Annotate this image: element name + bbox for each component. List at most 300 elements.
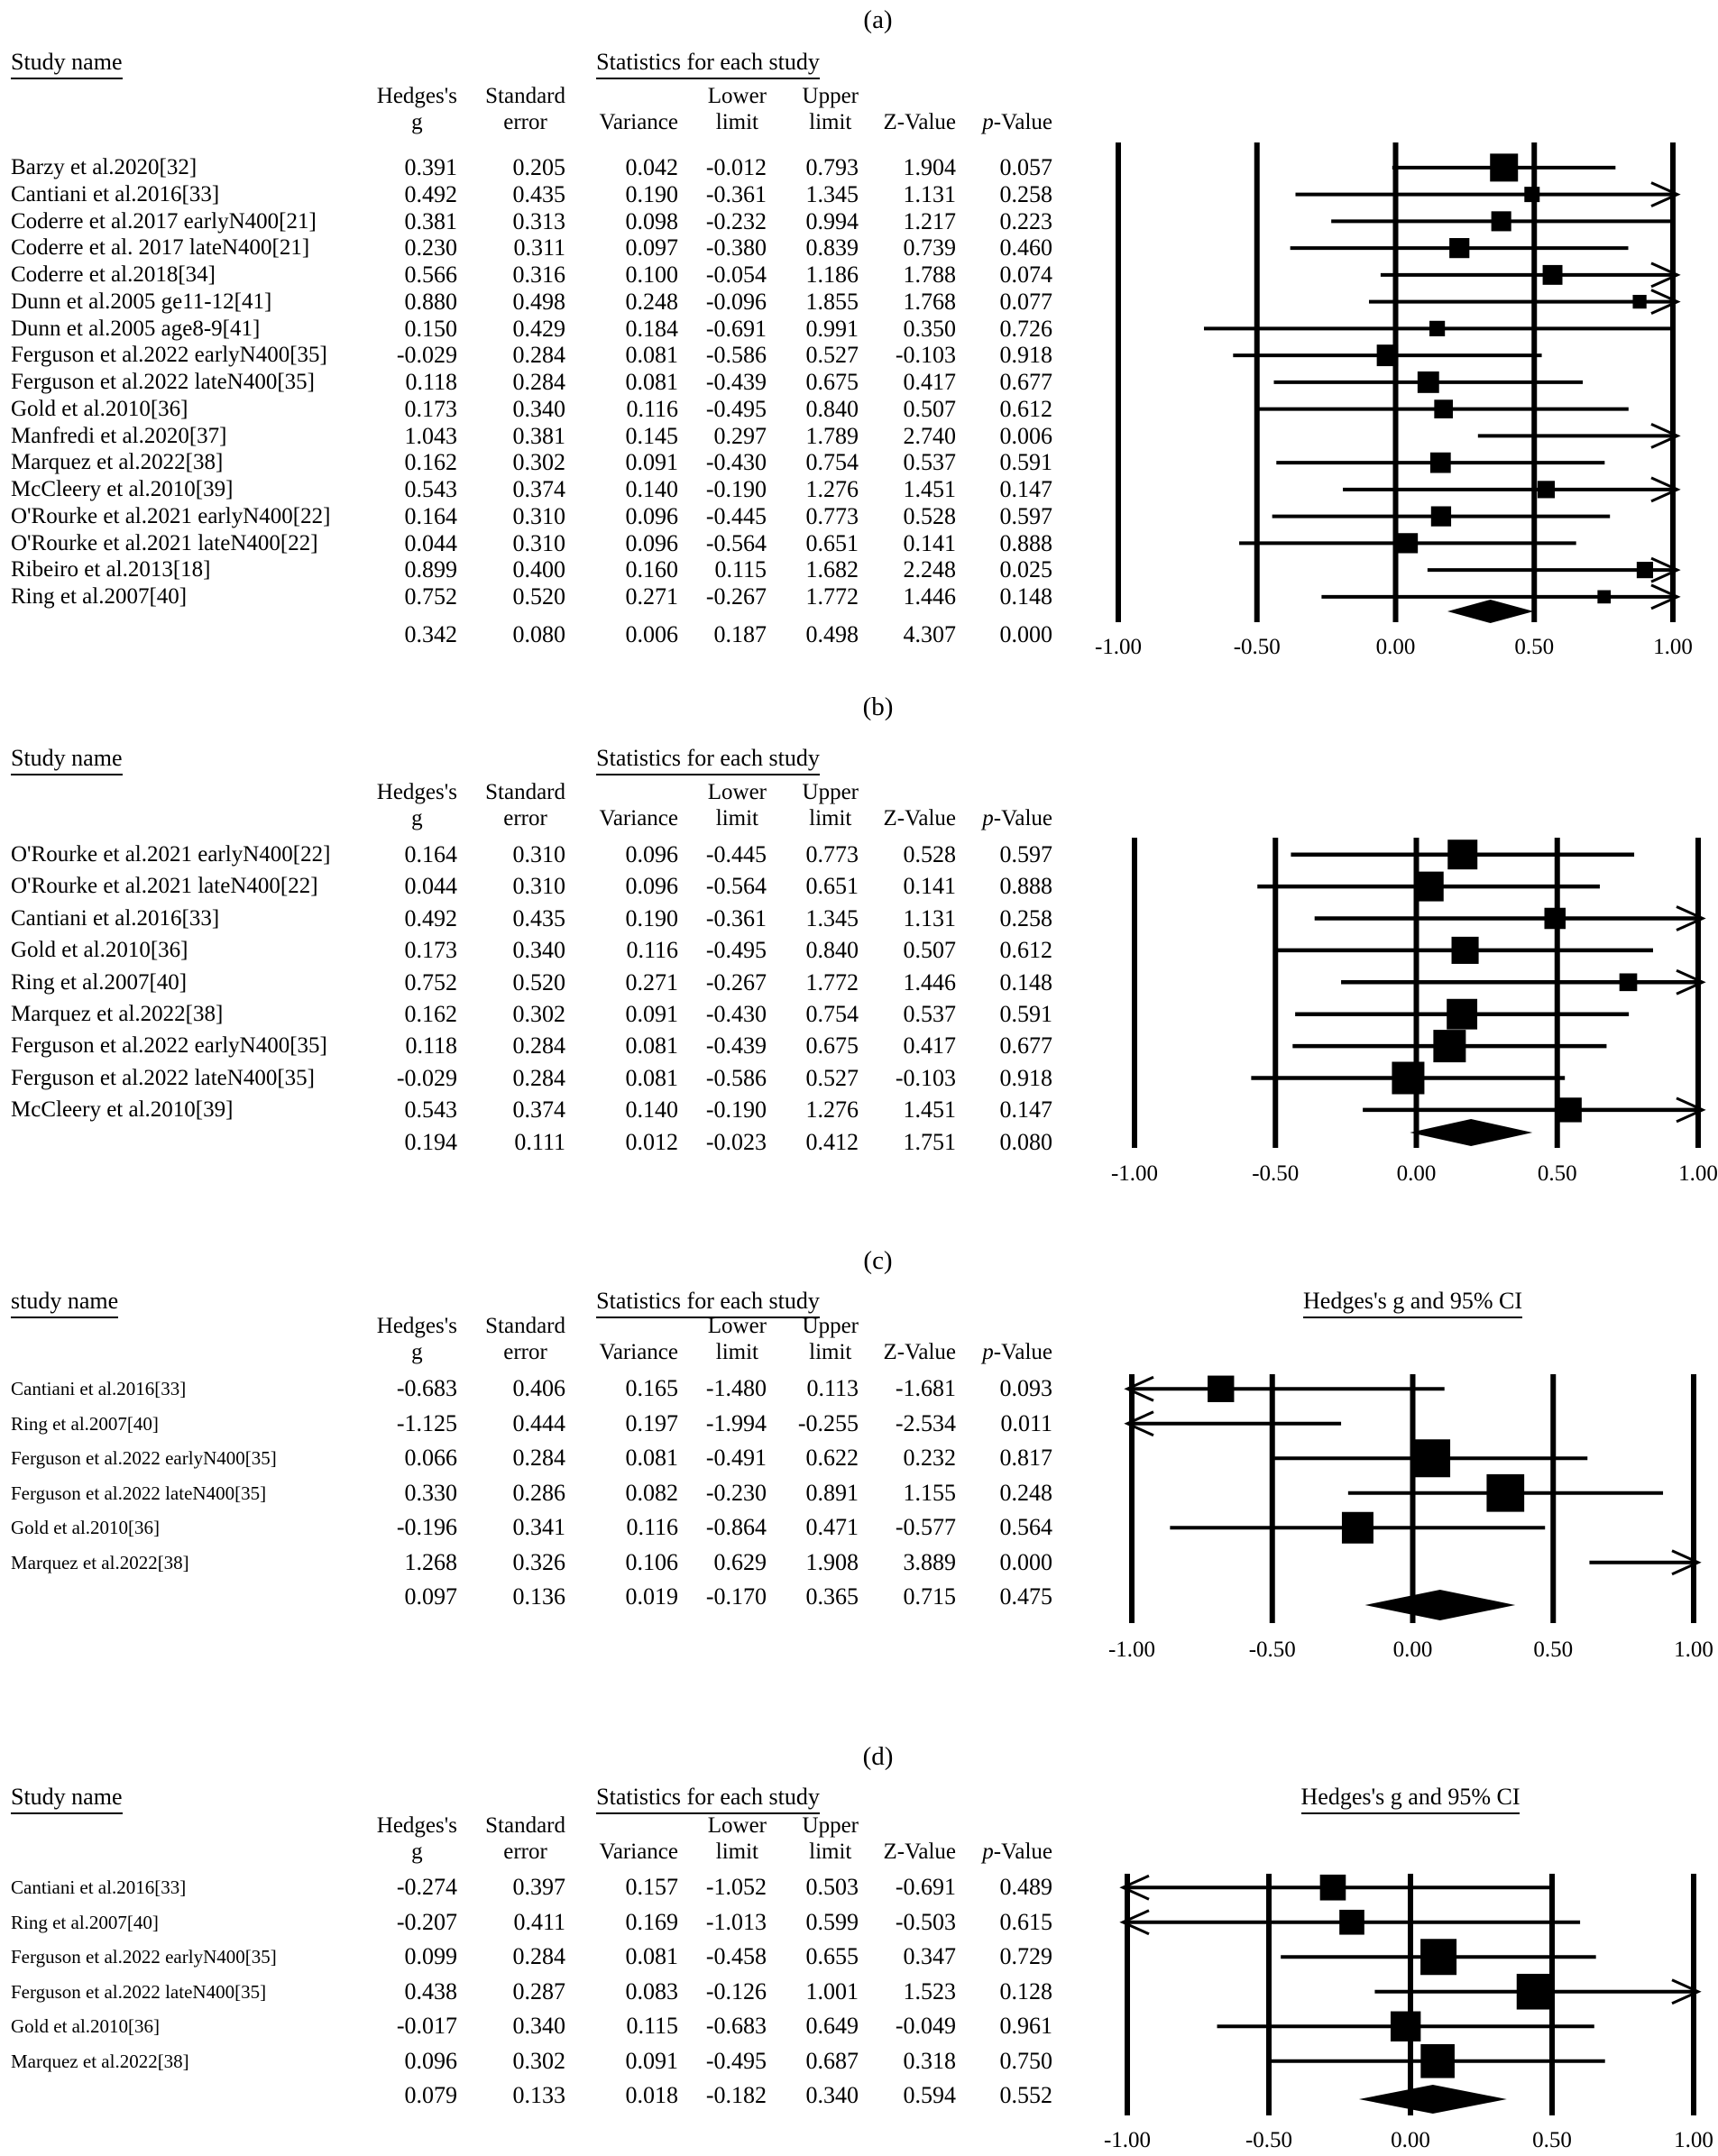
study-name-cell: Ferguson et al.2022 lateN400[35] xyxy=(11,1065,315,1090)
variance-cell: 0.019 xyxy=(625,1583,678,1610)
column-header-stack xyxy=(600,109,678,135)
variance-cell-header xyxy=(565,1812,678,1865)
study-name-header xyxy=(11,745,123,775)
study-name-cell: Barzy et al.2020[32] xyxy=(11,155,198,179)
lower-cell: -0.380 xyxy=(705,234,767,261)
z-cell: 0.318 xyxy=(903,2047,956,2074)
se-cell: 0.400 xyxy=(512,556,565,583)
ci-header-text: Hedges's g and 95% CI xyxy=(1303,1288,1522,1318)
variance-cell: 0.042 xyxy=(625,154,678,180)
upper-cell: 1.908 xyxy=(805,1548,859,1575)
study-name-cell: Gold et al.2010[36] xyxy=(11,1517,161,1538)
stats-header-text: Statistics for each study xyxy=(596,1288,820,1318)
z-cell: 0.417 xyxy=(903,369,956,395)
lower-cell: -0.430 xyxy=(705,1001,767,1027)
column-header-line2: g xyxy=(411,1340,423,1364)
p-cell: 0.726 xyxy=(999,315,1052,342)
g-cell: 0.097 xyxy=(404,1583,457,1610)
p-cell: 0.000 xyxy=(999,1548,1052,1575)
axis-tick-label: -1.00 xyxy=(1110,1161,1159,1186)
study-row xyxy=(11,369,1052,396)
upper-cell: 1.276 xyxy=(805,476,859,502)
column-header-line2: Z-Value xyxy=(883,1839,956,1864)
study-row xyxy=(11,583,1052,610)
p-cell: 0.128 xyxy=(999,1977,1052,2005)
lower-cell: -0.232 xyxy=(705,207,767,234)
lower-cell: -0.458 xyxy=(705,1943,767,1969)
lower-cell: -0.445 xyxy=(705,502,767,529)
variance-cell: 0.145 xyxy=(625,422,678,449)
effect-square xyxy=(1597,591,1611,604)
p-cell: 0.918 xyxy=(999,342,1052,369)
column-header-stack xyxy=(377,1313,457,1365)
variance-cell: 0.115 xyxy=(626,2013,678,2039)
z-cell: 0.594 xyxy=(903,2082,956,2108)
summary-row xyxy=(11,621,1052,648)
column-header-line1: Standard xyxy=(485,1314,565,1338)
column-header-line2: Variance xyxy=(599,1839,678,1864)
effect-square xyxy=(1434,399,1453,418)
effect-square xyxy=(1620,973,1638,991)
se-cell: 0.205 xyxy=(512,154,565,180)
lower-cell: -0.126 xyxy=(705,1977,767,2005)
study-name-header-text: Study name xyxy=(11,49,123,79)
z-cell: 1.788 xyxy=(903,261,956,288)
upper-cell: 0.994 xyxy=(805,207,859,234)
variance-cell: 0.116 xyxy=(626,1514,678,1540)
study-name-cell: Gold et al.2010[36] xyxy=(11,396,188,421)
upper-cell: 1.001 xyxy=(805,1977,859,2005)
se-cell: 0.406 xyxy=(512,1375,565,1401)
upper-cell: 0.649 xyxy=(805,2013,859,2039)
study-row xyxy=(11,1094,1052,1125)
upper-cell: -0.255 xyxy=(797,1409,859,1436)
ci-header-text: Hedges's g and 95% CI xyxy=(1301,1784,1520,1814)
se-cell: 0.435 xyxy=(512,180,565,207)
g-cell: 0.752 xyxy=(404,968,457,995)
study-name-header xyxy=(11,1784,123,1814)
study-row xyxy=(11,289,1052,316)
ci-header xyxy=(1033,1288,1718,1318)
g-cell: 0.079 xyxy=(404,2082,457,2108)
summary-diamond xyxy=(1365,1590,1516,1620)
column-header-stack xyxy=(708,83,767,135)
study-name-cell: Ferguson et al.2022 earlyN400[35] xyxy=(11,343,327,368)
se-cell: 0.326 xyxy=(512,1548,565,1575)
lower-cell: -0.012 xyxy=(705,154,767,180)
variance-cell: 0.190 xyxy=(625,904,678,931)
p-cell: 0.258 xyxy=(999,904,1052,931)
upper-cell: 0.503 xyxy=(805,1874,859,1900)
p-cell: 0.148 xyxy=(999,968,1052,995)
effect-square xyxy=(1486,1474,1524,1512)
effect-square xyxy=(1430,453,1451,473)
upper-cell: 0.527 xyxy=(805,342,859,369)
upper-cell: 0.773 xyxy=(805,841,859,867)
variance-cell: 0.116 xyxy=(626,395,678,422)
study-name-cell: Ring et al.2007[40] xyxy=(11,969,188,995)
panel-b-label: (b) xyxy=(862,693,894,721)
effect-square xyxy=(1449,238,1469,258)
g-cell: -0.029 xyxy=(396,1064,457,1091)
lower-cell: -0.691 xyxy=(705,315,767,342)
variance-cell: 0.082 xyxy=(625,1479,678,1506)
g-cell: 0.543 xyxy=(404,1096,457,1124)
column-header-stack xyxy=(982,1339,1052,1365)
panel-c-label: (c) xyxy=(863,1246,893,1275)
upper-cell-header xyxy=(767,1313,859,1365)
study-name-cell: Ferguson et al.2022 lateN400[35] xyxy=(11,370,315,394)
study-name-cell: O'Rourke et al.2021 lateN400[22] xyxy=(11,874,318,899)
variance-cell: 0.157 xyxy=(625,1874,678,1900)
variance-cell: 0.098 xyxy=(625,207,678,234)
effect-square xyxy=(1447,999,1477,1030)
se-cell: 0.498 xyxy=(512,288,565,315)
se-cell: 0.287 xyxy=(512,1977,565,2005)
effect-square xyxy=(1391,2012,1420,2041)
axis-tick-label: 0.50 xyxy=(1537,1161,1577,1186)
column-header-line2: limit xyxy=(809,1839,852,1864)
variance-cell: 0.184 xyxy=(625,315,678,342)
lower-cell: 0.115 xyxy=(714,556,767,583)
z-cell: 0.141 xyxy=(903,873,956,900)
p-cell: 0.057 xyxy=(999,154,1052,180)
variance-cell-header xyxy=(565,1313,678,1365)
p-cell: 0.888 xyxy=(999,529,1052,556)
se-cell: 0.340 xyxy=(512,395,565,422)
g-cell: 0.543 xyxy=(404,476,457,502)
se-cell: 0.520 xyxy=(512,583,565,610)
p-cell: 0.475 xyxy=(999,1583,1052,1610)
z-cell: 0.417 xyxy=(903,1032,956,1060)
column-header-line1: Standard xyxy=(485,1813,565,1838)
lower-cell: -0.439 xyxy=(705,1032,767,1060)
variance-cell: 0.096 xyxy=(625,502,678,529)
study-name-cell: Dunn et al.2005 ge11-12[41] xyxy=(11,289,272,314)
variance-cell: 0.190 xyxy=(625,180,678,207)
se-cell: 0.302 xyxy=(512,449,565,476)
se-cell: 0.302 xyxy=(512,2047,565,2074)
study-row xyxy=(11,1476,1052,1511)
lower-cell-header xyxy=(678,1313,767,1365)
column-header-line1: Lower xyxy=(707,1314,767,1338)
se-cell-header xyxy=(457,779,565,831)
study-name-cell: Coderre et al.2018[34] xyxy=(11,262,216,287)
study-name-cell: Coderre et al. 2017 lateN400[21] xyxy=(11,235,310,261)
lower-cell: -0.267 xyxy=(705,968,767,995)
p-cell: 0.729 xyxy=(999,1943,1052,1969)
study-name-header-text: Study name xyxy=(11,745,123,775)
effect-square xyxy=(1490,153,1518,181)
variance-cell: 0.096 xyxy=(625,529,678,556)
upper-cell: 0.412 xyxy=(805,1128,859,1155)
lower-cell-header xyxy=(678,779,767,831)
lower-cell: -0.096 xyxy=(705,288,767,315)
p-cell: 0.750 xyxy=(999,2047,1052,2074)
study-row xyxy=(11,316,1052,343)
effect-square xyxy=(1429,321,1445,336)
variance-cell: 0.018 xyxy=(625,2082,678,2108)
study-row xyxy=(11,839,1052,870)
study-name-cell: Ring et al.2007[40] xyxy=(11,1412,159,1435)
z-cell-header xyxy=(859,83,956,135)
g-cell: -0.029 xyxy=(396,342,457,369)
study-row xyxy=(11,998,1052,1030)
upper-cell: 0.527 xyxy=(805,1064,859,1091)
variance-cell: 0.096 xyxy=(625,873,678,900)
column-header-line2: p-Value xyxy=(982,1839,1052,1864)
column-header-line2: limit xyxy=(715,1340,758,1364)
se-cell: 0.316 xyxy=(512,261,565,288)
variance-cell: 0.165 xyxy=(625,1375,678,1401)
upper-cell: 0.991 xyxy=(805,315,859,342)
axis-tick-label: 0.50 xyxy=(1532,2128,1572,2152)
column-header-line1: Lower xyxy=(707,84,767,108)
lower-cell: -0.564 xyxy=(705,873,767,900)
p-cell: 0.248 xyxy=(999,1479,1052,1506)
p-cell-header xyxy=(956,1812,1052,1865)
g-cell: 0.173 xyxy=(404,395,457,422)
study-row xyxy=(11,1407,1052,1442)
z-cell: 1.904 xyxy=(903,154,956,180)
z-cell-header xyxy=(859,779,956,831)
z-cell: 2.740 xyxy=(903,422,956,449)
lower-cell: -0.190 xyxy=(705,1096,767,1124)
p-cell: 0.918 xyxy=(999,1064,1052,1091)
column-header-line1: Lower xyxy=(707,780,767,804)
upper-cell: 1.772 xyxy=(805,583,859,610)
upper-cell: 0.675 xyxy=(805,1032,859,1060)
variance-cell-header xyxy=(565,83,678,135)
z-cell: 0.232 xyxy=(903,1445,956,1471)
column-header-line2: g xyxy=(411,110,423,134)
z-cell: 1.523 xyxy=(903,1977,956,2005)
effect-square xyxy=(1544,908,1566,930)
study-name-cell: Ferguson et al.2022 earlyN400[35] xyxy=(11,1946,277,1968)
effect-square xyxy=(1418,372,1439,393)
column-header-line1: Hedges's xyxy=(376,1813,457,1838)
p-cell: 0.677 xyxy=(999,1032,1052,1060)
lower-cell: -0.495 xyxy=(705,937,767,964)
column-headers xyxy=(11,1313,1052,1365)
effect-square xyxy=(1524,187,1539,202)
column-header-line1: Hedges's xyxy=(376,84,457,108)
axis-tick-label: 0.50 xyxy=(1514,635,1555,659)
upper-cell: 1.345 xyxy=(805,904,859,931)
study-row xyxy=(11,423,1052,450)
z-cell: -1.681 xyxy=(895,1375,956,1401)
upper-cell: 0.622 xyxy=(805,1445,859,1471)
z-cell-header xyxy=(859,1812,956,1865)
axis-tick-label: 0.00 xyxy=(1375,635,1416,659)
lower-cell: -1.994 xyxy=(705,1409,767,1436)
lower-cell: -0.054 xyxy=(705,261,767,288)
column-header-stack xyxy=(982,1839,1052,1865)
effect-square xyxy=(1492,211,1511,231)
study-name-cell: Ferguson et al.2022 lateN400[35] xyxy=(11,1482,267,1504)
lower-cell: 0.187 xyxy=(713,620,767,647)
effect-square xyxy=(1637,562,1653,578)
study-name-cell: Marquez et al.2022[38] xyxy=(11,2050,189,2072)
p-cell: 0.258 xyxy=(999,180,1052,207)
study-name-cell: Ferguson et al.2022 earlyN400[35] xyxy=(11,1033,327,1059)
axis-tick-label: 1.00 xyxy=(1653,635,1693,659)
z-cell: 4.307 xyxy=(903,620,956,647)
p-cell: 0.591 xyxy=(999,1001,1052,1027)
study-name-cell xyxy=(11,1580,394,1615)
g-cell-header xyxy=(376,83,457,135)
p-cell: 0.888 xyxy=(999,873,1052,900)
variance-cell: 0.091 xyxy=(625,449,678,476)
column-header-line1: Upper xyxy=(802,1813,859,1838)
axis-tick-label: -1.00 xyxy=(1107,1638,1156,1662)
lower-cell: -1.013 xyxy=(705,1908,767,1935)
effect-square xyxy=(1320,1875,1346,1901)
upper-cell: 0.840 xyxy=(805,937,859,964)
z-cell: 1.751 xyxy=(903,1128,956,1155)
forest-plot-c xyxy=(1108,1374,1713,1662)
variance-cell: 0.140 xyxy=(625,476,678,502)
study-row xyxy=(11,556,1052,583)
axis-tick-label: 1.00 xyxy=(1674,2128,1713,2152)
column-header-line2: p-Value xyxy=(982,806,1052,830)
g-cell: -0.017 xyxy=(396,2013,457,2039)
study-row xyxy=(11,1510,1052,1546)
axis-tick-label: 1.00 xyxy=(1678,1161,1718,1186)
g-cell: 0.162 xyxy=(404,1001,457,1027)
column-header-line1: Standard xyxy=(485,84,565,108)
z-cell: 0.537 xyxy=(903,1001,956,1027)
lower-cell: -0.182 xyxy=(705,2082,767,2108)
g-cell: 0.118 xyxy=(405,1032,457,1060)
g-cell: 0.099 xyxy=(404,1943,457,1969)
column-header-line2: error xyxy=(503,806,547,830)
z-cell: 0.141 xyxy=(903,529,956,556)
g-cell: 0.164 xyxy=(404,841,457,867)
se-cell: 0.374 xyxy=(512,476,565,502)
g-cell: -0.683 xyxy=(396,1375,457,1401)
p-cell: 0.147 xyxy=(999,1096,1052,1124)
g-cell: 0.044 xyxy=(404,529,457,556)
summary-row xyxy=(11,1580,1052,1615)
p-cell: 0.552 xyxy=(999,2082,1052,2108)
z-cell: -0.049 xyxy=(895,2013,956,2039)
z-cell: 0.350 xyxy=(903,315,956,342)
lower-cell: 0.629 xyxy=(713,1548,767,1575)
upper-cell: 1.789 xyxy=(805,422,859,449)
summary-row xyxy=(11,2078,1052,2114)
variance-cell-header xyxy=(565,779,678,831)
variance-cell: 0.081 xyxy=(625,1032,678,1060)
g-cell: 0.173 xyxy=(404,937,457,964)
z-cell: -0.103 xyxy=(895,1064,956,1091)
axis-tick-label: 1.00 xyxy=(1674,1638,1713,1662)
effect-square xyxy=(1543,265,1563,285)
upper-cell: 0.655 xyxy=(805,1943,859,1969)
upper-cell: 1.772 xyxy=(805,968,859,995)
column-header-line1: Hedges's xyxy=(376,780,457,804)
p-cell: 0.074 xyxy=(999,261,1052,288)
variance-cell: 0.006 xyxy=(625,620,678,647)
ci-header xyxy=(1028,1784,1718,1814)
variance-cell: 0.106 xyxy=(625,1548,678,1575)
study-row xyxy=(11,1441,1052,1476)
column-headers xyxy=(11,83,1052,135)
upper-cell: 0.599 xyxy=(805,1908,859,1935)
upper-cell-header xyxy=(767,1812,859,1865)
lower-cell: -1.052 xyxy=(705,1874,767,1900)
study-name-cell: McCleery et al.2010[39] xyxy=(11,1097,234,1123)
column-header-line2: error xyxy=(503,1839,547,1864)
upper-cell: 0.675 xyxy=(805,369,859,395)
column-header-line2: Z-Value xyxy=(883,110,956,134)
variance-cell: 0.100 xyxy=(625,261,678,288)
study-row xyxy=(11,181,1052,208)
p-cell: 0.612 xyxy=(999,937,1052,964)
effect-square xyxy=(1398,533,1418,553)
effect-square xyxy=(1342,1512,1373,1544)
se-cell: 0.381 xyxy=(512,422,565,449)
se-cell: 0.310 xyxy=(512,873,565,900)
column-header-line2: g xyxy=(411,1839,423,1864)
column-header-line2: p-Value xyxy=(982,110,1052,134)
se-cell: 0.284 xyxy=(512,342,565,369)
study-row xyxy=(11,342,1052,369)
column-header-line2: Variance xyxy=(599,1340,678,1364)
p-cell: 0.011 xyxy=(1000,1409,1052,1436)
study-name-cell: Cantiani et al.2016[33] xyxy=(11,1876,187,1898)
z-cell: 2.248 xyxy=(903,556,956,583)
p-cell: 0.677 xyxy=(999,369,1052,395)
column-header-line2: Z-Value xyxy=(883,806,956,830)
lower-cell: 0.297 xyxy=(713,422,767,449)
p-cell: 0.025 xyxy=(999,556,1052,583)
upper-cell: 0.891 xyxy=(805,1479,859,1506)
effect-square xyxy=(1420,2044,1455,2078)
z-cell: 0.507 xyxy=(903,395,956,422)
study-name-cell: Ferguson et al.2022 earlyN400[35] xyxy=(11,1447,277,1469)
study-name-cell: Cantiani et al.2016[33] xyxy=(11,905,220,931)
study-name-cell: Marquez et al.2022[38] xyxy=(11,450,224,475)
g-cell: 0.880 xyxy=(404,288,457,315)
z-cell: 1.451 xyxy=(903,1096,956,1124)
se-cell: 0.284 xyxy=(512,1445,565,1471)
column-header-line1: Upper xyxy=(802,84,859,108)
se-cell: 0.435 xyxy=(512,904,565,931)
upper-cell: 0.340 xyxy=(805,2082,859,2108)
effect-square xyxy=(1538,481,1555,498)
lower-cell: -0.564 xyxy=(705,529,767,556)
lower-cell: -0.495 xyxy=(705,2047,767,2074)
study-row xyxy=(11,396,1052,423)
se-cell: 0.111 xyxy=(514,1128,565,1155)
p-cell: 0.093 xyxy=(999,1375,1052,1401)
variance-cell: 0.091 xyxy=(625,2047,678,2074)
column-header-line2: limit xyxy=(715,1839,758,1864)
column-header-stack xyxy=(803,1812,859,1865)
g-cell: 0.194 xyxy=(404,1128,457,1155)
lower-cell: -0.495 xyxy=(705,395,767,422)
p-cell: 0.817 xyxy=(999,1445,1052,1471)
study-name-cell: O'Rourke et al.2021 earlyN400[22] xyxy=(11,842,331,867)
column-header-line2: limit xyxy=(809,806,852,830)
study-name-header-text: study name xyxy=(11,1288,118,1318)
p-cell-header xyxy=(956,1313,1052,1365)
variance-cell: 0.081 xyxy=(625,1943,678,1969)
lower-cell: -0.864 xyxy=(705,1514,767,1540)
column-header-line1: Lower xyxy=(707,1813,767,1838)
study-row xyxy=(11,449,1052,476)
